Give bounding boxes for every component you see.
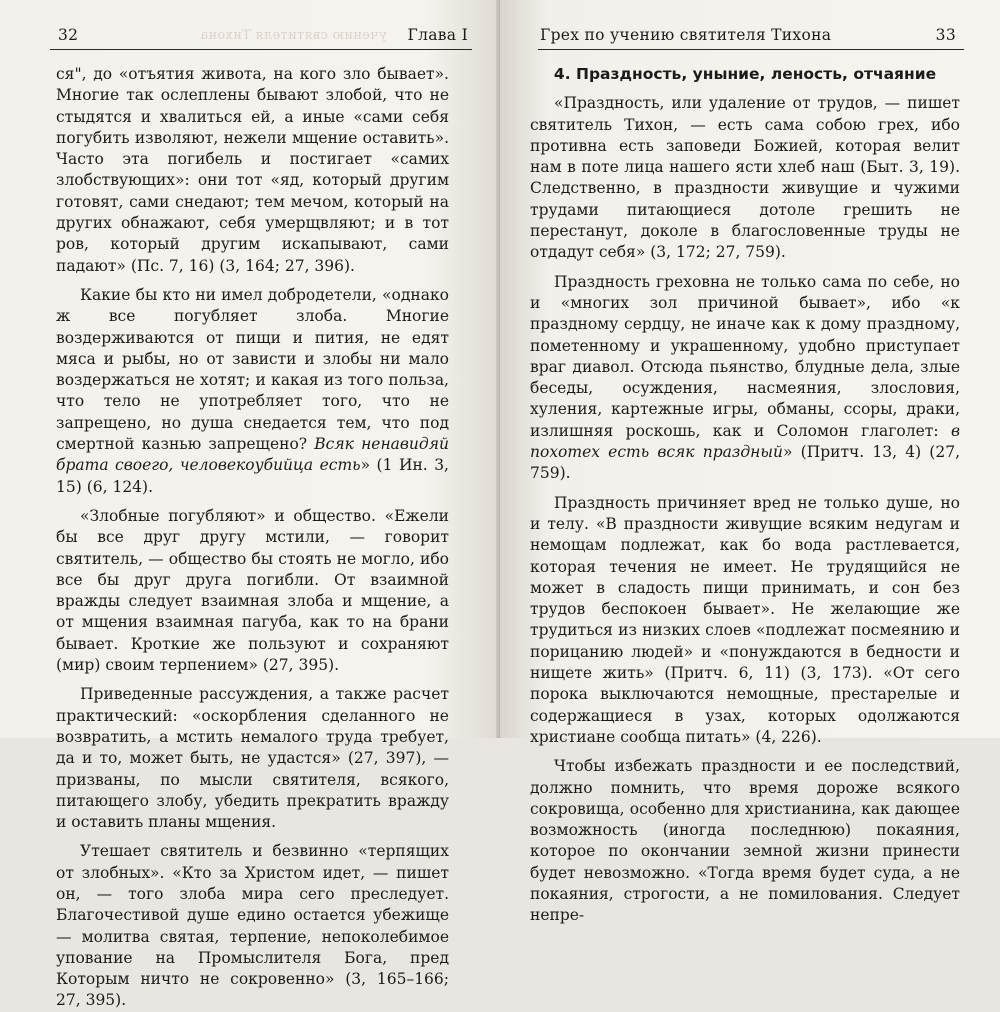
paragraph [530,272,960,485]
header-rule [50,49,472,50]
italic-quote: Всяк ненавидяй брата своего, человекоубийца есть [56,435,449,475]
text-run: Праздность греховна не только сама по себе, но и «многих зол причиной бывает», ибо «к праздному сердцу, не иначе как к дому праздному, пометенному и украшенному, удобно приступает враг диавол. Отсюда пьянство, блудные дела, злые беседы, осуждения, насмеяния, злословия, хуления, картежные игры, обманы, ссоры, драки, излишняя роскошь, как и Соломон глаголет: [530,272,960,440]
paragraph [56,841,449,1011]
paragraph [530,756,960,926]
text-run: » (Притч. 13, 4) (27, 759). [530,443,960,483]
text-run: Утешает святитель и безвинно «терпящих от злобных». «Кто за Христом идет, — пишет он, — того злоба мира сего преследует. Благочестивой душе едино остается убежище — молитва святая, терпение, непоколебимое упование на Промыслителя Бога, пред Которым ничто не сокровенно» (3, 165–166; 27, 395). [56,842,449,1010]
right-page-body [530,64,960,927]
paragraph [56,506,449,676]
left-page-header [50,22,472,50]
paragraph [56,684,449,833]
text-run: ся", до «отъятия живота, на кого зло бывает». Многие так ослеплены бывают злобой, что не стыдятся и хвалиться ей, а иные «сами себя погубить изволяют, нежели мщение оставить». Часто эта погибель и постигает «самих злобствующих»: они тот «яд, который другим готовят, сами снедают; тем мечом, который на других обнажают, себя умерщвляют; и в тот ров, который другим искапывают, сами падают» (Пс. 7, 16) (3, 164; 27, 396). [56,65,449,275]
text-run: Какие бы кто ни имел добродетели, «однако ж все погубляет злоба. Многие воздерживаются от пищи и пития, не едят мяса и рыбы, но от зависти и злобы ни мало воздержаться не хотят; и какая из того польза, что тело не употребляет того, что не запрещено, но душа снедается тем, что под смертной казнью запрещено? [56,285,449,454]
bleed-through-text: учению святителя Тихона [200,28,387,43]
section-heading: 4. Праздность, уныние, леность, отчаяние [553,65,937,83]
text-run: «Праздность, или удаление от трудов, — пишет святитель Тихон, — есть сама собою грех, ибо противна есть заповеди Божией, которая велит нам в поте лица нашего ясти хлеб наш (Быт. 3, 19). Следственно, в праздности живущие и чужими трудами питающиеся дотоле грешить не перестанут, доколе в благословенные труды не отдадут себя» (3, 172; 27, 759). [530,94,960,262]
italic-quote: в похотех есть всяк праздный [530,421,960,462]
page-number: 32 [58,26,79,44]
text-run: «Злобные погубляют» и общество. «Ежели бы все друг другу мстили, — говорит святитель, — общество бы стоять не могло, ибо все бы друг друга погибли. От взаимной вражды следует взаимная злоба и мщение, а от мщения взаимная пагуба, как то на брани бывает. Кроткие же пользуют и сохраняют (мир) своим терпением» (27, 395). [56,506,449,675]
running-title: Глава I [407,26,468,44]
paragraph [56,285,449,498]
header-rule [538,49,964,50]
paragraph [530,493,960,749]
right-page-header [538,22,964,50]
right-page [500,0,1000,925]
page-number: 33 [935,26,956,44]
left-page [0,0,500,1010]
left-page-body [56,64,449,1012]
running-title: Грех по учению святителя Тихона [540,26,832,44]
text-run: Праздность причиняет вред не только душе, но и телу. «В праздности живущие всяким недугам и немощам подлежат, как бо вода растлевается, которая течения не имеет. Не трудящийся не может в сладость пищи принимать, и сон без трудов беспокоен бывает». Не желающие же трудиться из низких слоев «подлежат посмеянию и порицанию людей» и «понуждаются в бедности и нищете жить» (Притч. 6, 11) (3, 173). «От сего порока выключаются немощные, престарелые и содержащиеся в узах, которых одолжаются христиане сообща питать» (4, 226). [530,493,960,746]
paragraph [530,93,960,263]
text-run: Чтобы избежать праздности и ее последствий, должно помнить, что время дороже всякого сокровища, особенно для христианина, как дающее возможность (иногда последнюю) покаяния, которое по окончании земной жизни принести будет невозможно. «Тогда время будет суда, а не покаяния, строгости, а не помилования. Следует непре- [530,757,960,925]
text-run: Приведенные рассуждения, а также расчет практический: «оскорбления сделанного не возвратить, а мстить немалого труда требует, да и то, может быть, не удастся» (27, 397), — призваны, по мысли святителя, всякого, питающего злобу, убедить прекратить вражду и оставить планы мщения. [56,685,449,832]
text-run: » (1 Ин. 3, 15) (6, 124). [56,456,449,496]
paragraph [56,64,449,277]
